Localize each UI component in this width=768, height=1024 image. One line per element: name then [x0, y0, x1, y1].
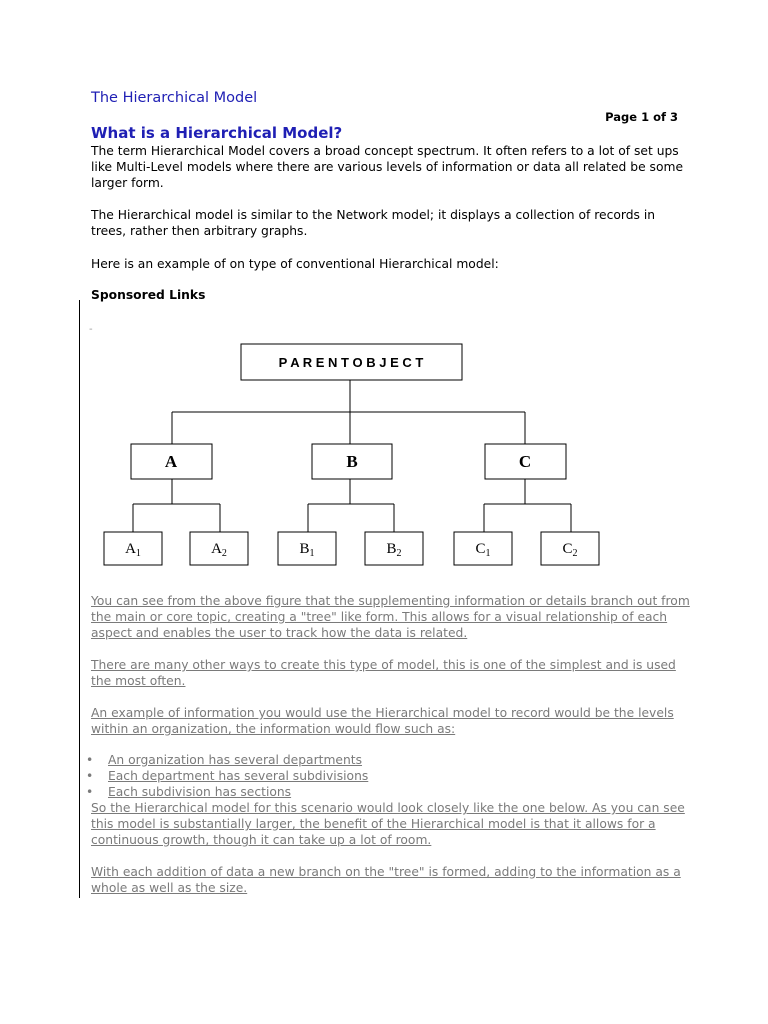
section-heading: What is a Hierarchical Model? — [91, 124, 343, 142]
hierarchy-diagram — [100, 340, 620, 576]
bullet-icon: • — [86, 769, 94, 783]
node-a1-label: $A_1$ — [125, 541, 141, 559]
left-margin-rule — [79, 300, 80, 898]
node-c1-label: $C_1$ — [475, 541, 491, 559]
node-b1-label: $B_1$ — [299, 541, 315, 559]
bullet-icon: • — [86, 753, 94, 767]
intro-paragraph: The term Hierarchical Model covers a broad concept spectrum. It often refers to a lot of set ups like Multi-Level models where there are various levels of information or data all related be some larger form. — [91, 144, 684, 190]
organization-bullet-list — [86, 752, 686, 800]
network-comparison-paragraph: The Hierarchical model is similar to the Network model; it displays a collection of records in trees, rather then arbitrary graphs. — [91, 208, 656, 238]
node-c2-label: $C_2$ — [562, 541, 578, 559]
figure-explanation-link[interactable]: You can see from the above figure that the supplementing information or details branch out from the main or core topic, creating a "tree" like form. This allows for a visual relationship of each aspect and enables the user to track how the data is related. — [91, 594, 690, 640]
list-item[interactable]: • Each department has several subdivisions — [86, 769, 369, 783]
bullet-icon: • — [86, 785, 94, 799]
sponsored-links-label: Sponsored Links — [91, 288, 206, 302]
node-c-label: C — [518, 452, 532, 471]
organization-example-link[interactable]: An example of information you would use the Hierarchical model to record would be the levels within an organization, the information would flow such as: — [91, 706, 674, 736]
node-b-label: B — [346, 452, 358, 471]
other-ways-link[interactable]: There are many other ways to create this type of model, this is one of the simplest and is used the most often. — [91, 658, 676, 688]
document-title: The Hierarchical Model — [91, 90, 258, 106]
root-node-label: P A R E N T O B J E C T — [278, 355, 424, 370]
example-lead-paragraph: Here is an example of on type of conventional Hierarchical model: — [91, 257, 499, 271]
node-a2-label: $A_2$ — [211, 541, 227, 559]
page-indicator: Page 1 of 3 — [605, 110, 678, 124]
dash-mark: - — [89, 324, 93, 335]
tree-growth-link[interactable]: With each addition of data a new branch on the "tree" is formed, adding to the information as a whole as well as the size. — [91, 865, 681, 895]
list-item[interactable]: • An organization has several departments — [86, 753, 363, 767]
list-item[interactable]: • Each subdivision has sections — [86, 785, 292, 799]
scenario-model-link[interactable]: So the Hierarchical model for this scenario would look closely like the one below. As you can see this model is substantially larger, the benefit of the Hierarchical model is that it allows for a continuous growth, though it can take up a lot of room. — [91, 801, 685, 847]
node-b2-label: $B_2$ — [386, 541, 402, 559]
node-a-label: A — [164, 452, 178, 471]
